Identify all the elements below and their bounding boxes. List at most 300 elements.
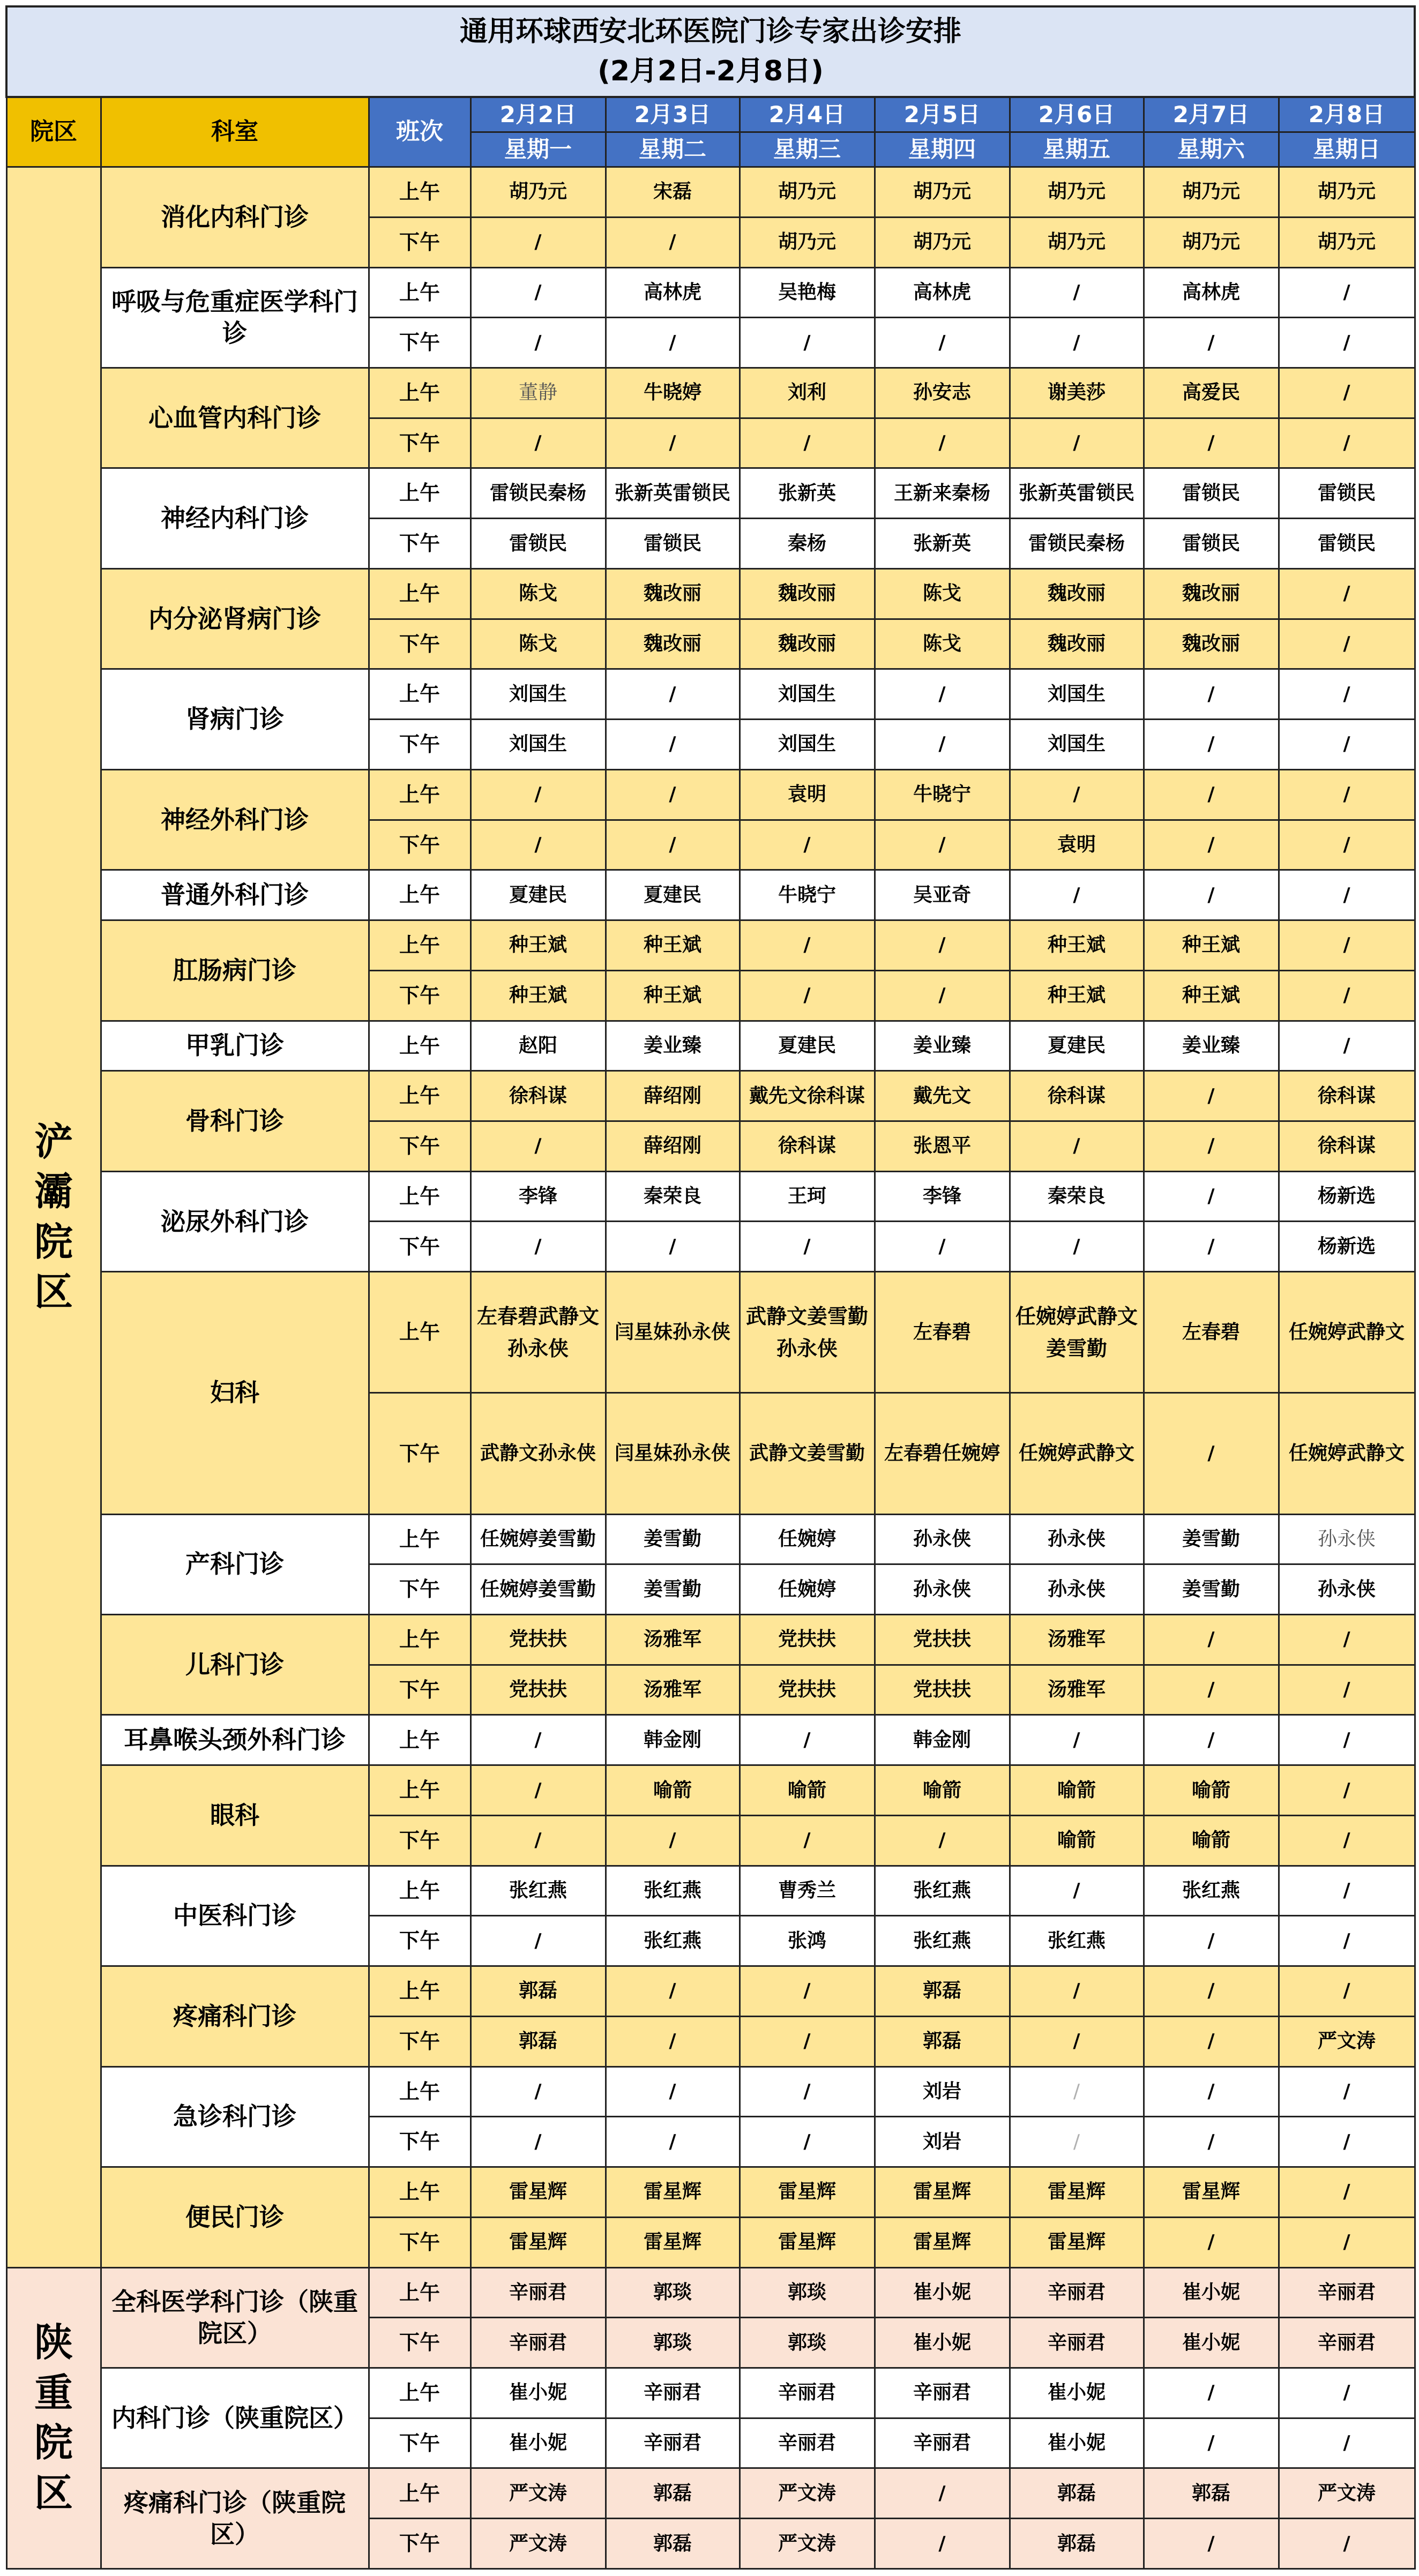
shift-label: 下午 [369, 1916, 470, 1966]
header-date: 2月7日 [1144, 97, 1279, 132]
doctor-cell: / [875, 1222, 1010, 1272]
doctor-cell: 吴艳梅 [740, 267, 875, 318]
doctor-cell: / [470, 1222, 606, 1272]
doctor-cell: / [606, 318, 740, 368]
doctor-cell: / [1279, 1715, 1415, 1765]
table-row [6, 1966, 1415, 2017]
shift-label: 下午 [369, 2117, 470, 2167]
doctor-cell: 徐科谋 [470, 1071, 606, 1121]
doctor-cell: 雷锁民 [1144, 468, 1279, 519]
doctor-cell: / [606, 2117, 740, 2167]
doctor-cell: / [1010, 1715, 1144, 1765]
doctor-cell: / [1279, 1916, 1415, 1966]
header-weekday: 星期日 [1279, 132, 1415, 167]
doctor-cell: / [1010, 1121, 1144, 1171]
doctor-cell: 喻箭 [1144, 1815, 1279, 1866]
header-date: 2月2日 [470, 97, 606, 132]
shift-label: 下午 [369, 1393, 470, 1514]
schedule-body [6, 6, 1415, 2569]
doctor-cell: / [1144, 1916, 1279, 1966]
doctor-cell: 汤雅军 [1010, 1665, 1144, 1715]
doctor-cell: / [1010, 2117, 1144, 2167]
shift-label: 上午 [369, 769, 470, 820]
doctor-cell: 任婉婷武静文 [1279, 1272, 1415, 1393]
doctor-cell: / [1144, 1715, 1279, 1765]
table-row [6, 568, 1415, 619]
doctor-cell: / [1279, 2167, 1415, 2218]
table-row [6, 2267, 1415, 2318]
doctor-cell: / [875, 720, 1010, 770]
doctor-cell: 陈戈 [875, 619, 1010, 669]
doctor-cell: / [875, 920, 1010, 971]
doctor-cell: / [1279, 1615, 1415, 1665]
shift-label: 下午 [369, 1815, 470, 1866]
doctor-cell: / [740, 418, 875, 468]
page-title [6, 6, 1415, 97]
doctor-cell: 胡乃元 [740, 217, 875, 267]
doctor-cell: 种王斌 [606, 970, 740, 1021]
doctor-cell: 雷星辉 [606, 2217, 740, 2267]
doctor-cell: 辛丽君 [1010, 2318, 1144, 2368]
doctor-cell: 刘岩 [875, 2066, 1010, 2117]
shift-label: 上午 [369, 1071, 470, 1121]
doctor-cell: / [740, 2117, 875, 2167]
doctor-cell: 任婉婷武静文 [1279, 1393, 1415, 1514]
doctor-cell: 郭磊 [606, 2519, 740, 2569]
doctor-cell: 喻箭 [606, 1765, 740, 1816]
doctor-cell: / [1144, 769, 1279, 820]
doctor-cell: 张红燕 [606, 1866, 740, 1916]
doctor-cell: 辛丽君 [606, 2368, 740, 2418]
doctor-cell: 辛丽君 [1010, 2267, 1144, 2318]
doctor-cell: 种王斌 [606, 920, 740, 971]
department-name: 心血管内科门诊 [101, 368, 369, 468]
doctor-cell: / [1010, 1222, 1144, 1272]
doctor-cell: / [1279, 318, 1415, 368]
doctor-cell: 张红燕 [470, 1866, 606, 1916]
department-name: 眼科 [101, 1765, 369, 1866]
shift-label: 下午 [369, 970, 470, 1021]
doctor-cell: 牛晓宁 [740, 870, 875, 920]
doctor-cell: / [1144, 1393, 1279, 1514]
table-row [6, 1071, 1415, 1121]
department-name: 全科医学科门诊（陕重院区） [101, 2267, 369, 2368]
shift-label: 上午 [369, 468, 470, 519]
doctor-cell: / [1144, 1665, 1279, 1715]
doctor-cell: / [1279, 2217, 1415, 2267]
header-weekday: 星期五 [1010, 132, 1144, 167]
doctor-cell: 徐科谋 [740, 1121, 875, 1171]
doctor-cell: 郭琰 [740, 2267, 875, 2318]
table-row [6, 468, 1415, 519]
shift-label: 上午 [369, 1715, 470, 1765]
doctor-cell: / [875, 2468, 1010, 2519]
shift-label: 上午 [369, 1514, 470, 1564]
doctor-cell: / [1144, 720, 1279, 770]
shift-label: 上午 [369, 1272, 470, 1393]
shift-label: 上午 [369, 2267, 470, 2318]
table-row [6, 2468, 1415, 2519]
shift-label: 下午 [369, 2519, 470, 2569]
doctor-cell: 汤雅军 [606, 1615, 740, 1665]
doctor-cell: / [1279, 267, 1415, 318]
doctor-cell: / [606, 820, 740, 870]
doctor-cell: 党扶扶 [740, 1665, 875, 1715]
doctor-cell: / [1279, 2418, 1415, 2468]
doctor-cell: / [1279, 970, 1415, 1021]
doctor-cell: 张红燕 [1010, 1916, 1144, 1966]
doctor-cell: 姜业臻 [875, 1021, 1010, 1071]
doctor-cell: / [1279, 720, 1415, 770]
doctor-cell: / [740, 1815, 875, 1866]
doctor-cell: 姜雪勤 [606, 1514, 740, 1564]
doctor-cell: 喻箭 [740, 1765, 875, 1816]
doctor-cell: 任婉婷姜雪勤 [470, 1514, 606, 1564]
doctor-cell: 刘国生 [470, 720, 606, 770]
table-row [6, 1171, 1415, 1222]
doctor-cell: 崔小妮 [1010, 2418, 1144, 2468]
doctor-cell: 夏建民 [1010, 1021, 1144, 1071]
doctor-cell: / [1279, 1665, 1415, 1715]
doctor-cell: 牛晓婷 [606, 368, 740, 418]
doctor-cell: 左春碧武静文 孙永侠 [470, 1272, 606, 1393]
doctor-cell: 党扶扶 [740, 1615, 875, 1665]
doctor-cell: 雷锁民秦杨 [470, 468, 606, 519]
doctor-cell: 郭磊 [1144, 2468, 1279, 2519]
doctor-cell: 袁明 [740, 769, 875, 820]
department-name: 中医科门诊 [101, 1866, 369, 1966]
department-name: 肾病门诊 [101, 669, 369, 769]
doctor-cell: / [1144, 2066, 1279, 2117]
doctor-cell: / [606, 669, 740, 720]
doctor-cell: 姜业臻 [1144, 1021, 1279, 1071]
doctor-cell: 种王斌 [1144, 920, 1279, 971]
doctor-cell: / [740, 1222, 875, 1272]
shift-label: 上午 [369, 1966, 470, 2017]
doctor-cell: / [606, 217, 740, 267]
department-name: 肛肠病门诊 [101, 920, 369, 1021]
doctor-cell: / [1144, 2519, 1279, 2569]
table-row [6, 2368, 1415, 2418]
doctor-cell: / [1279, 1765, 1415, 1816]
shift-label: 下午 [369, 418, 470, 468]
header-weekday: 星期四 [875, 132, 1010, 167]
doctor-cell: 高林虎 [606, 267, 740, 318]
doctor-cell: / [1279, 1866, 1415, 1916]
doctor-cell: / [1279, 418, 1415, 468]
doctor-cell: / [1279, 870, 1415, 920]
doctor-cell: / [875, 2519, 1010, 2569]
doctor-cell: 刘岩 [875, 2117, 1010, 2167]
doctor-cell: 辛丽君 [470, 2267, 606, 2318]
doctor-cell: / [1279, 1815, 1415, 1866]
doctor-cell: 崔小妮 [1010, 2368, 1144, 2418]
doctor-cell: 孙永侠 [1010, 1564, 1144, 1615]
doctor-cell: 刘国生 [740, 669, 875, 720]
shift-label: 上午 [369, 1615, 470, 1665]
department-name: 泌尿外科门诊 [101, 1171, 369, 1271]
doctor-cell: 雷星辉 [1010, 2217, 1144, 2267]
doctor-cell: / [1279, 619, 1415, 669]
header-shift: 班次 [369, 97, 470, 167]
doctor-cell: / [740, 1715, 875, 1765]
doctor-cell: 胡乃元 [1010, 167, 1144, 218]
doctor-cell: / [470, 1916, 606, 1966]
doctor-cell: / [875, 669, 1010, 720]
shift-label: 下午 [369, 619, 470, 669]
doctor-cell: / [470, 769, 606, 820]
doctor-cell: 左春碧任婉婷 [875, 1393, 1010, 1514]
doctor-cell: 魏改丽 [606, 568, 740, 619]
doctor-cell: / [1144, 1615, 1279, 1665]
doctor-cell: 姜雪勤 [1144, 1514, 1279, 1564]
doctor-cell: 武静文孙永侠 [470, 1393, 606, 1514]
doctor-cell: / [1144, 870, 1279, 920]
doctor-cell: 赵阳 [470, 1021, 606, 1071]
doctor-cell: 辛丽君 [740, 2368, 875, 2418]
doctor-cell: 夏建民 [606, 870, 740, 920]
doctor-cell: 吴亚奇 [875, 870, 1010, 920]
doctor-cell: / [1144, 1171, 1279, 1222]
doctor-cell: / [470, 2066, 606, 2117]
shift-label: 上午 [369, 167, 470, 218]
doctor-cell: / [1279, 1021, 1415, 1071]
schedule-table [5, 5, 1416, 2570]
doctor-cell: 张新英雷锁民 [1010, 468, 1144, 519]
header-weekday: 星期二 [606, 132, 740, 167]
shift-label: 下午 [369, 1665, 470, 1715]
doctor-cell: 王新来秦杨 [875, 468, 1010, 519]
doctor-cell: / [1144, 2368, 1279, 2418]
shift-label: 下午 [369, 820, 470, 870]
doctor-cell: / [1279, 669, 1415, 720]
doctor-cell: 薛绍刚 [606, 1071, 740, 1121]
doctor-cell: 左春碧 [875, 1272, 1010, 1393]
doctor-cell: 张新英 [740, 468, 875, 519]
shift-label: 下午 [369, 2318, 470, 2368]
doctor-cell: / [740, 1966, 875, 2017]
department-name: 内科门诊（陕重院区） [101, 2368, 369, 2468]
doctor-cell: 孙永侠 [1279, 1514, 1415, 1564]
campus-name: 浐 灞 院 区 [6, 167, 101, 2268]
department-name: 妇科 [101, 1272, 369, 1514]
doctor-cell: 任婉婷武静文 姜雪勤 [1010, 1272, 1144, 1393]
doctor-cell: 张红燕 [606, 1916, 740, 1966]
department-name: 内分泌肾病门诊 [101, 568, 369, 669]
doctor-cell: 薛绍刚 [606, 1121, 740, 1171]
doctor-cell: 任婉婷姜雪勤 [470, 1564, 606, 1615]
title-row [6, 6, 1415, 97]
shift-label: 下午 [369, 2217, 470, 2267]
doctor-cell: 董静 [470, 368, 606, 418]
doctor-cell: 种王斌 [1144, 970, 1279, 1021]
doctor-cell: 雷星辉 [470, 2167, 606, 2218]
doctor-cell: / [1279, 769, 1415, 820]
shift-label: 下午 [369, 1222, 470, 1272]
doctor-cell: / [875, 318, 1010, 368]
doctor-cell: 胡乃元 [1010, 217, 1144, 267]
doctor-cell: / [1010, 2016, 1144, 2066]
doctor-cell: 牛晓宁 [875, 769, 1010, 820]
doctor-cell: / [606, 418, 740, 468]
doctor-cell: 孙永侠 [1010, 1514, 1144, 1564]
doctor-cell: 闫星妹孙永侠 [606, 1393, 740, 1514]
doctor-cell: 高爱民 [1144, 368, 1279, 418]
doctor-cell: 张新英 [875, 519, 1010, 569]
doctor-cell: 韩金刚 [875, 1715, 1010, 1765]
doctor-cell: / [470, 1765, 606, 1816]
doctor-cell: 崔小妮 [875, 2318, 1010, 2368]
doctor-cell: 辛丽君 [470, 2318, 606, 2368]
table-row [6, 920, 1415, 971]
doctor-cell: / [1279, 568, 1415, 619]
doctor-cell: 徐科谋 [1279, 1071, 1415, 1121]
table-row [6, 2066, 1415, 2117]
doctor-cell: 魏改丽 [740, 568, 875, 619]
doctor-cell: 汤雅军 [606, 1665, 740, 1715]
doctor-cell: / [606, 1966, 740, 2017]
doctor-cell: 辛丽君 [606, 2418, 740, 2468]
doctor-cell: / [470, 267, 606, 318]
doctor-cell: / [470, 217, 606, 267]
department-name: 骨科门诊 [101, 1071, 369, 1171]
table-row [6, 1715, 1415, 1765]
doctor-cell: 崔小妮 [470, 2368, 606, 2418]
doctor-cell: 喻箭 [1010, 1765, 1144, 1816]
shift-label: 上午 [369, 920, 470, 971]
doctor-cell: 夏建民 [470, 870, 606, 920]
doctor-cell: 雷星辉 [875, 2217, 1010, 2267]
doctor-cell: 党扶扶 [470, 1615, 606, 1665]
doctor-cell: 辛丽君 [875, 2368, 1010, 2418]
doctor-cell: 雷星辉 [470, 2217, 606, 2267]
doctor-cell: 雷锁民 [1279, 519, 1415, 569]
doctor-cell: 种王斌 [470, 920, 606, 971]
doctor-cell: 张鸿 [740, 1916, 875, 1966]
doctor-cell: / [740, 970, 875, 1021]
doctor-cell: / [1279, 820, 1415, 870]
doctor-cell: / [1010, 1966, 1144, 2017]
doctor-cell: 崔小妮 [1144, 2267, 1279, 2318]
doctor-cell: 宋磊 [606, 167, 740, 218]
doctor-cell: 韩金刚 [606, 1715, 740, 1765]
doctor-cell: / [1144, 2117, 1279, 2167]
doctor-cell: / [1010, 318, 1144, 368]
doctor-cell: 雷锁民秦杨 [1010, 519, 1144, 569]
doctor-cell: 魏改丽 [740, 619, 875, 669]
doctor-cell: 孙永侠 [875, 1564, 1010, 1615]
department-name: 疼痛科门诊（陕重院区） [101, 2468, 369, 2569]
doctor-cell: 陈戈 [875, 568, 1010, 619]
doctor-cell: 胡乃元 [1279, 217, 1415, 267]
table-row [6, 1514, 1415, 1564]
doctor-cell: 雷锁民 [1144, 519, 1279, 569]
doctor-cell: 严文涛 [740, 2468, 875, 2519]
header-weekday: 星期一 [470, 132, 606, 167]
doctor-cell: / [740, 820, 875, 870]
doctor-cell: / [470, 820, 606, 870]
doctor-cell: 徐科谋 [1010, 1071, 1144, 1121]
doctor-cell: / [470, 2117, 606, 2167]
doctor-cell: / [606, 720, 740, 770]
doctor-cell: 喻箭 [875, 1765, 1010, 1816]
doctor-cell: / [470, 418, 606, 468]
doctor-cell: / [606, 769, 740, 820]
doctor-cell: 秦荣良 [1010, 1171, 1144, 1222]
shift-label: 上午 [369, 2368, 470, 2418]
doctor-cell: / [1144, 1071, 1279, 1121]
doctor-cell: 魏改丽 [606, 619, 740, 669]
doctor-cell: 胡乃元 [1279, 167, 1415, 218]
department-name: 便民门诊 [101, 2167, 369, 2267]
doctor-cell: 袁明 [1010, 820, 1144, 870]
campus-name: 陕 重 院 区 [6, 2267, 101, 2568]
table-row [6, 870, 1415, 920]
doctor-cell: 孙永侠 [875, 1514, 1010, 1564]
shift-label: 上午 [369, 870, 470, 920]
doctor-cell: / [1144, 2217, 1279, 2267]
doctor-cell: 严文涛 [740, 2519, 875, 2569]
table-row [6, 167, 1415, 218]
department-name: 耳鼻喉头颈外科门诊 [101, 1715, 369, 1765]
doctor-cell: / [1010, 267, 1144, 318]
header-department: 科室 [101, 97, 369, 167]
doctor-cell: / [1144, 418, 1279, 468]
doctor-cell: 辛丽君 [1279, 2318, 1415, 2368]
doctor-cell: 高林虎 [875, 267, 1010, 318]
shift-label: 上午 [369, 669, 470, 720]
doctor-cell: 左春碧 [1144, 1272, 1279, 1393]
doctor-cell: 戴先文徐科谋 [740, 1071, 875, 1121]
doctor-cell: 武静文姜雪勤 [740, 1393, 875, 1514]
doctor-cell: 魏改丽 [1010, 619, 1144, 669]
doctor-cell: 严文涛 [470, 2519, 606, 2569]
doctor-cell: 曹秀兰 [740, 1866, 875, 1916]
doctor-cell: / [740, 2016, 875, 2066]
department-name: 神经内科门诊 [101, 468, 369, 568]
header-date: 2月6日 [1010, 97, 1144, 132]
shift-label: 下午 [369, 2418, 470, 2468]
shift-label: 上午 [369, 368, 470, 418]
doctor-cell: / [1279, 920, 1415, 971]
table-row [6, 2167, 1415, 2218]
table-row [6, 267, 1415, 318]
doctor-cell: 胡乃元 [875, 217, 1010, 267]
shift-label: 上午 [369, 2468, 470, 2519]
doctor-cell: 谢美莎 [1010, 368, 1144, 418]
doctor-cell: 雷锁民 [470, 519, 606, 569]
department-name: 产科门诊 [101, 1514, 369, 1614]
doctor-cell: 任婉婷武静文 [1010, 1393, 1144, 1514]
header-date: 2月4日 [740, 97, 875, 132]
doctor-cell: 胡乃元 [470, 167, 606, 218]
doctor-cell: 胡乃元 [1144, 167, 1279, 218]
doctor-cell: 刘国生 [1010, 669, 1144, 720]
table-row [6, 669, 1415, 720]
doctor-cell: 李锋 [470, 1171, 606, 1222]
doctor-cell: 雷星辉 [740, 2167, 875, 2218]
doctor-cell: / [1144, 318, 1279, 368]
doctor-cell: 严文涛 [1279, 2468, 1415, 2519]
doctor-cell: 汤雅军 [1010, 1615, 1144, 1665]
doctor-cell: / [1279, 1966, 1415, 2017]
doctor-cell: / [1144, 1222, 1279, 1272]
doctor-cell: 种王斌 [470, 970, 606, 1021]
table-row [6, 368, 1415, 418]
department-name: 儿科门诊 [101, 1615, 369, 1715]
doctor-cell: / [740, 2066, 875, 2117]
doctor-cell: 雷星辉 [606, 2167, 740, 2218]
